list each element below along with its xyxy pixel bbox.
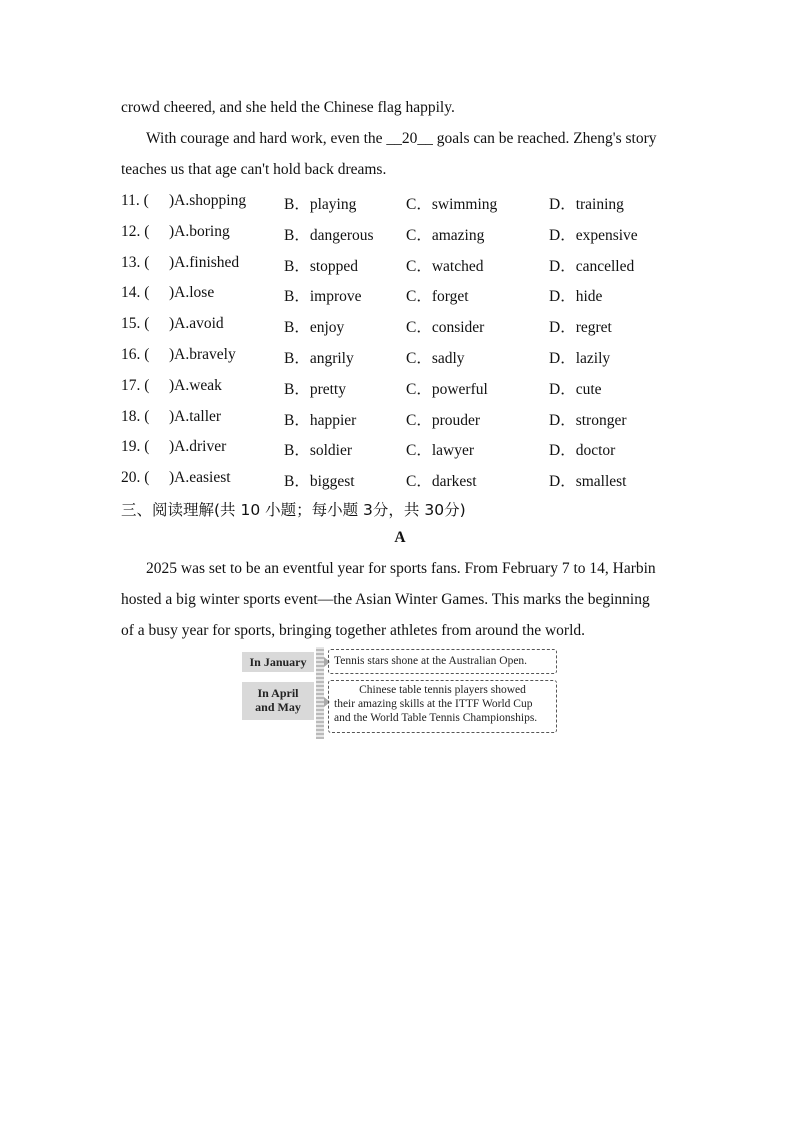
option-c: C．consider [406,319,485,337]
timeline-tag-may: and May [255,700,301,714]
question-number: 18. ( [121,407,150,425]
option-d: D．cancelled [549,257,635,275]
option-d: D．smallest [549,473,627,491]
passage-line-2-before: With courage and hard work, even the [146,130,387,147]
timeline-tag-january: In January [242,652,314,672]
option-a: )A.finished [169,253,240,271]
part-a-para-3: of a busy year for sports, bringing together athletes from around the world. [121,622,586,639]
question-row [121,377,681,399]
option-d: D．doctor [549,442,616,460]
question-number: 13. ( [121,253,150,271]
option-c: C．darkest [406,473,477,491]
passage-line-2 [146,130,657,148]
option-b: B．soldier [284,442,353,460]
section-title: 三、阅读理解(共 10 小题；每小题 3分，共 30分) [121,501,466,519]
option-b: B．happier [284,411,357,429]
question-row [121,223,681,245]
timeline-box-april-may [328,680,557,733]
question-row [121,408,681,430]
part-a-para-2: hosted a big winter sports event—the Asian Winter Games. This marks the beginning [121,591,650,608]
option-a: )A.bravely [169,346,236,363]
option-c: C．prouder [406,411,481,429]
option-b: B．stopped [284,257,359,275]
question-number: 16. ( [121,346,150,363]
option-b: B．dangerous [284,226,374,244]
part-a-label: A [394,529,406,546]
option-a: )A.taller [169,407,222,425]
option-b: B．angrily [284,350,354,367]
option-d: D．cute [549,380,602,398]
question-row [121,346,681,368]
option-b: B．pretty [284,380,346,398]
question-number: 17. ( [121,376,150,394]
question-row [121,315,681,337]
option-a: )A.shopping [169,192,247,209]
option-d: D．lazily [549,350,611,367]
blank-20: __20__ [386,130,433,147]
question-row [121,469,681,491]
option-c: C．watched [406,257,484,275]
option-c: C．powerful [406,380,488,398]
option-a: )A.weak [169,376,222,394]
option-b: B．playing [284,196,357,213]
timeline-tag-april-may [242,682,314,720]
option-d: D．expensive [549,226,638,244]
option-b: B．improve [284,288,362,306]
option-a: )A.easiest [169,469,231,487]
timeline-bar [316,647,324,739]
question-number: 20. ( [121,469,150,487]
question-row [121,192,681,214]
question-number: 12. ( [121,222,150,240]
option-a: )A.avoid [169,315,224,333]
option-b: B．enjoy [284,319,345,337]
timeline-figure [240,647,560,741]
question-row [121,254,681,276]
timeline-box-january: Tennis stars shone at the Australian Open. [328,649,557,674]
option-d: D．stronger [549,411,627,429]
option-c: C．forget [406,288,469,306]
passage-line-2-after: goals can be reached. Zheng's story [432,130,657,147]
timeline-text-2-line-2: their amazing skills at the ITTF World Cup [334,698,533,710]
option-d: D．training [549,196,624,213]
question-number: 14. ( [121,284,150,302]
timeline-text-2-line-3: and the World Table Tennis Championships. [334,712,538,724]
question-number: 11. ( [121,192,149,209]
timeline-tag-april: In April [257,686,299,700]
option-d: D．regret [549,319,612,337]
option-b: B．biggest [284,473,355,491]
question-number: 19. ( [121,438,150,456]
question-number: 15. ( [121,315,150,333]
option-a: )A.lose [169,284,215,302]
passage-line-3: teaches us that age can't hold back dreams. [121,161,387,178]
question-row [121,438,681,460]
passage-line-1: crowd cheered, and she held the Chinese flag happily. [121,99,455,116]
part-a-para-1: 2025 was set to be an eventful year for sports fans. From February 7 to 14, Harbin [146,560,656,577]
option-c: C．swimming [406,196,498,213]
question-row [121,284,681,306]
option-c: C．sadly [406,350,465,367]
option-c: C．amazing [406,226,485,244]
option-a: )A.boring [169,222,230,240]
option-c: C．lawyer [406,442,475,460]
option-a: )A.driver [169,438,227,456]
timeline-text-2-line-1: Chinese table tennis players showed [359,684,526,696]
option-d: D．hide [549,288,603,306]
